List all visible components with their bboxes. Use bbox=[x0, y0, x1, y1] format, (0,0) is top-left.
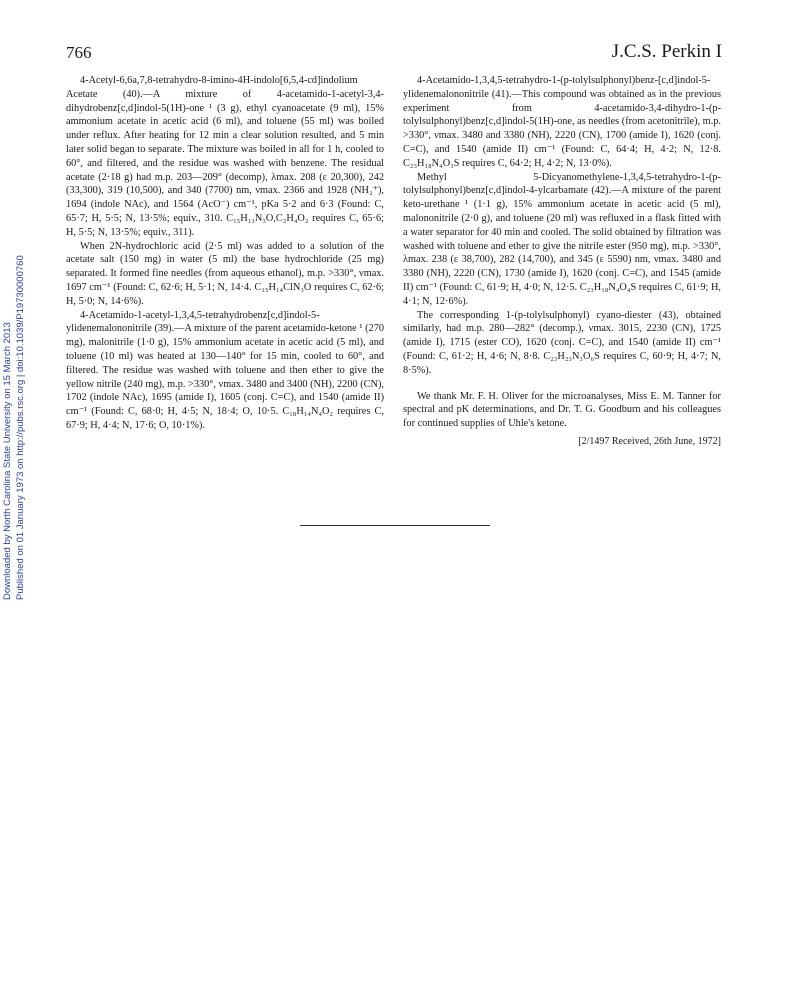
journal-title: J.C.S. Perkin I bbox=[611, 41, 722, 62]
end-rule bbox=[300, 525, 490, 526]
download-notice[interactable]: Downloaded by North Carolina State University on 15 March 2013 bbox=[2, 322, 13, 600]
received-date: [2/1497 Received, 26th June, 1972] bbox=[578, 435, 721, 447]
publication-notice[interactable]: Published on 01 January 1973 on http://pubs.rsc.org | doi:10.1039/P19730000760 bbox=[15, 255, 26, 600]
paragraph-compound-39: 4-Acetamido-1-acetyl-1,3,4,5-tetrahydrobenz[c,d]indol-5-ylidenemalononitrile (39).—A mixture of the parent acetamido-ketone ¹ (270 mg), malonitrile (1·0 g), 15% ammonium acetate in acetic acid (5 ml), and toluene (10 ml) was heated at 130—140° for 15 min, cooled to 60°, and filtered. The residue was washed with toluene and then ether to give the yellow nitrile (240 mg), m.p. >330°, νmax. 3480 and 3400 (NH), 2200 (CN), 1702 (indole NAc), 1695 (amide I), 1605 (conj. C=C), and 1540 (amide II) cm⁻¹ (Found: C, 68·0; H, 4·5; N, 18·4; O, 10·5. C₁₈H₁₄N₄O₂ requires C, 67·9; H, 4·4; N, 17·6; O, 10·1%). bbox=[66, 309, 384, 431]
left-column bbox=[66, 74, 384, 433]
paragraph-compound-41: 4-Acetamido-1,3,4,5-tetrahydro-1-(p-tolylsulphonyl)benz-[c,d]indol-5-ylidenemalononitrile (41).—This compound was obtained as in the previous experiment from 4-acetamido-3,4-dihydro-1-(p-tolylsulphonyl)benz[c,d]indol-5(1H)-one, as needles (from acetonitrile), m.p. >330°, νmax. 3480 and 3380 (NH), 2220 (CN), 1700 (amide I), 1620 (conj. C=C), and 1540 (amide II) cm⁻¹ (Found: C, 64·4; H, 4·2; N, 12·8. C₂₃H₁₈N₄O₃S requires C, 64·2; H, 4·2; N, 13·0%). bbox=[403, 75, 721, 169]
paragraph-compound-43: The corresponding 1-(p-tolylsulphonyl) cyano-diester (43), obtained similarly, had m.p. 280—282° (decomp.), νmax. 3015, 2230 (CN), 1725 (amide I), 1715 (ester CO), 1620 (conj. C=C), and 1540 (amide II) cm⁻¹ (Found: C, 61·2; H, 4·6; N, 8·8. C₂₃H₂₃N₃O₆S requires C, 60·9; H, 4·7; N, 8·5%). bbox=[403, 309, 721, 376]
paragraph-compound-40: 4-Acetyl-6,6a,7,8-tetrahydro-8-imino-4H-indolo[6,5,4-cd]indolium Acetate (40).—A mixture of 4-acetamido-1-acetyl-3,4-dihydrobenz[c,d]indol-5(1H)-one ¹ (3 g), ethyl cyanoacetate (9 ml), 15% ammonium acetate in acetic acid (6 ml), and toluene (55 ml) was boiled under reflux. After heating for 12 min a clear solution resulted, and 5 min later solid began to separate. The mixture was boiled in all for 1 h, cooled to 60°, and filtered, and the residue was washed with benzene. The residual acetate (2·18 g) had m.p. 203—209° (decomp), λmax. 208 (ε 20,300), 242 (33,300), 319 (10,500), and 340 (7700) nm, νmax. 2366 and 1928 (NH₂⁺), 1694 (indole NAc), and 1564 (AcO⁻) cm⁻¹, pKa 5·2 and 6·3 (Found: C, 65·7; H, 5·5; N, 13·5%; equiv., 310. C₁₅H₁₃N₃O,C₂H₄O₂ requires C, 65·6; H, 5·5; N, 13·5%; equiv., 311). bbox=[66, 75, 384, 238]
page-number: 766 bbox=[66, 43, 92, 62]
right-column bbox=[403, 74, 721, 449]
download-sidebar bbox=[2, 200, 30, 600]
paragraph-compound-42: Methyl 5-Dicyanomethylene-1,3,4,5-tetrahydro-1-(p-tolylsulphonyl)benz[c,d]indol-4-ylcarbamate (42).—A mixture of the parent keto-urethane ¹ (1·1 g), 15% ammonium acetate in acetic acid (5 ml), malononitrile (2·0 g), and toluene (20 ml) was refluxed in a flask fitted with a water separator for 40 min and cooled. The solid obtained by filtration was washed with toluene and ether to give the nitrile ester (950 mg), m.p. >330°, λmax. 238 (ε 38,700), 282 (14,700), and 345 (ε 5590) nm, νmax. 3480 and 3380 (NH), 2220 (CN), 1730 (amide I), 1620 (conj. C=C), and 1545 (amide II) cm⁻¹ (Found: C, 61·9; H, 4·0; N, 12·5. C₂₃H₁₈N₄O₄S requires C, 61·9; H, 4·1; N, 12·6%). bbox=[403, 171, 721, 307]
paragraph-hydrochloride: When 2N-hydrochloric acid (2·5 ml) was added to a solution of the acetate salt (150 mg) in water (5 ml) the base hydrochloride (25 mg) separated. It formed fine needles (from aqueous ethanol), m.p. >330°, νmax. 1697 cm⁻¹ (Found: C, 62·6; H, 5·1; N, 14·4. C₁₅H₁₄ClN₃O requires C, 62·6; H, 5·0; N, 14·6%). bbox=[66, 240, 384, 307]
acknowledgements: We thank Mr. F. H. Oliver for the microanalyses, Miss E. M. Tanner for spectral and pK determinations, and Dr. T. G. Goodburn and his colleagues for continued supplies of Uhle's ketone. bbox=[403, 390, 721, 430]
